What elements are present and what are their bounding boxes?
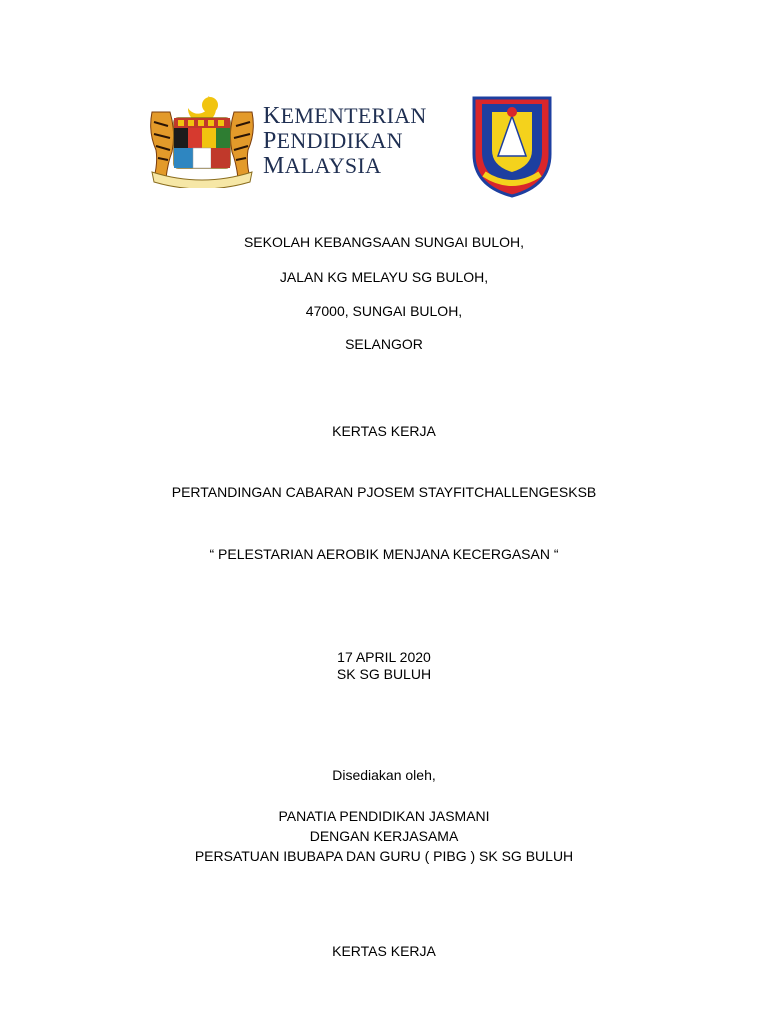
street-address: JALAN KG MELAYU SG BULOH,	[279, 269, 489, 285]
ministry-wordmark	[263, 103, 427, 178]
school-badge-logo	[468, 94, 556, 198]
collaborator: PERSATUAN IBUBAPA DAN GURU ( PIBG ) SK SG BULUH	[194, 848, 574, 864]
footer-label: KERTAS KERJA	[332, 943, 436, 959]
ministry-line-3: MALAYSIA	[263, 153, 382, 179]
prepared-by-label: Disediakan oleh,	[332, 767, 436, 783]
coat-of-arms-logo	[146, 92, 258, 188]
event-date: 17 APRIL 2020	[337, 649, 431, 665]
prepared-by: PANATIA PENDIDIKAN JASMANI	[278, 808, 490, 824]
postcode-city: 47000, SUNGAI BULOH,	[305, 303, 463, 319]
event-venue: SK SG BULUH	[336, 666, 432, 682]
ministry-line-1: KEMENTERIAN	[263, 103, 427, 129]
school-name: SEKOLAH KEBANGSAAN SUNGAI BULOH,	[243, 234, 525, 250]
theme-quote: “ PELESTARIAN AEROBIK MENJANA KECERGASAN “	[209, 546, 559, 562]
ministry-line-2: PENDIDIKAN	[263, 128, 403, 154]
state: SELANGOR	[345, 336, 423, 352]
event-title: PERTANDINGAN CABARAN PJOSEM STAYFITCHALLENGESKSB	[171, 484, 597, 500]
document-type-label: KERTAS KERJA	[332, 423, 436, 439]
collaboration-label: DENGAN KERJASAMA	[309, 828, 459, 844]
